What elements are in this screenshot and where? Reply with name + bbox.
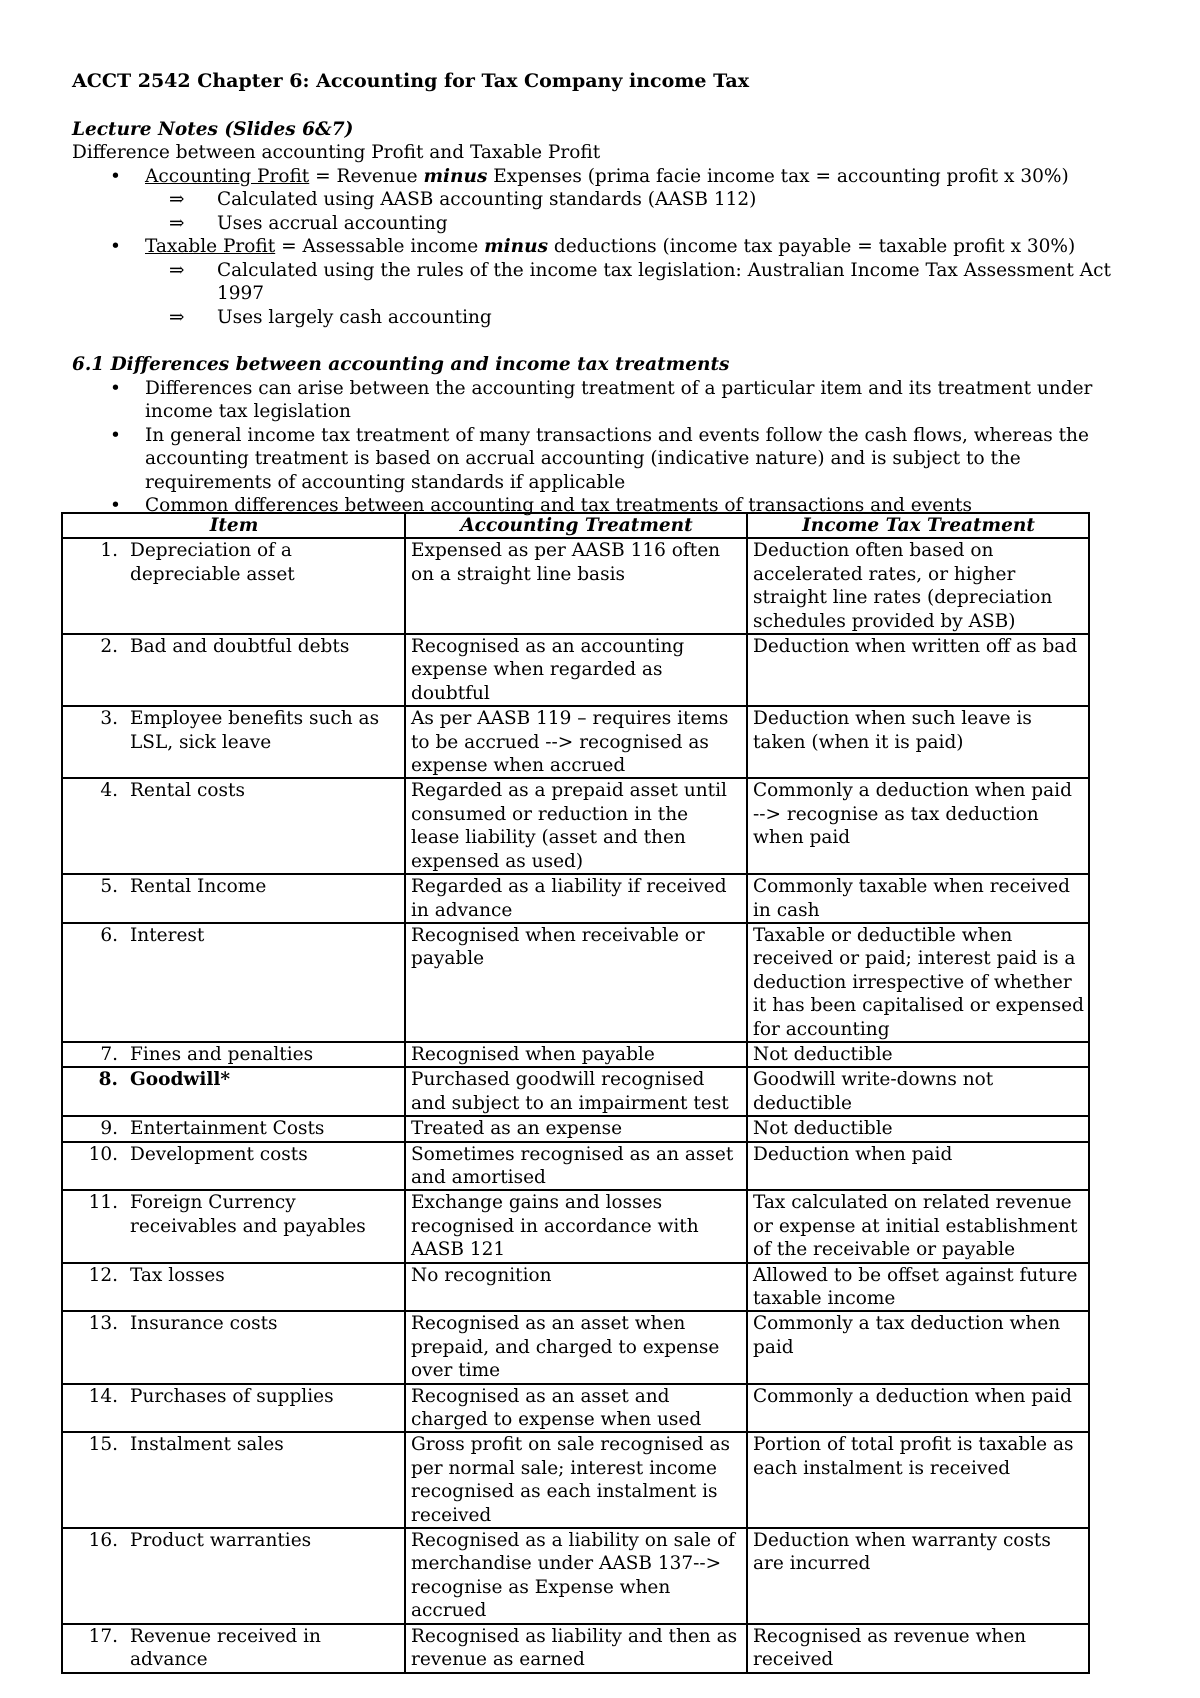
section-bullet-text: In general income tax treatment of many transactions and events follow the cash flows, whereas the accounting treatment is based on accrual accounting (indicative nature) and is subject to the requirements of accounting standards if applicable — [145, 424, 1089, 493]
taxable-profit-text-b: deductions (income tax payable = taxable profit x 30%) — [547, 236, 1076, 257]
header-income-tax-treatment: Income Tax Treatment — [747, 513, 1089, 538]
item-cell — [62, 706, 405, 778]
item-number: 16. — [88, 1530, 118, 1552]
table-row — [62, 1116, 1089, 1141]
item-number: 8. — [98, 1069, 118, 1091]
income-tax-treatment-cell: Commonly a tax deduction when paid — [747, 1311, 1089, 1383]
income-tax-treatment-cell: Commonly taxable when received in cash — [747, 874, 1089, 923]
income-tax-treatment-cell: Commonly a deduction when paid — [747, 1384, 1089, 1433]
section-bullet — [72, 424, 1132, 495]
sub-point-text: Calculated using AASB accounting standards (AASB 112) — [217, 189, 757, 210]
income-tax-treatment-cell: Allowed to be offset against future taxable income — [747, 1263, 1089, 1312]
income-tax-treatment-cell: Deduction when paid — [747, 1142, 1089, 1191]
item-name: Foreign Currency receivables and payables — [130, 1192, 366, 1237]
taxable-profit-list — [72, 235, 1132, 259]
lecture-intro: Difference between accounting Profit and Taxable Profit — [72, 142, 601, 163]
sub-point — [72, 306, 1132, 330]
income-tax-treatment-cell: Taxable or deductible when received or paid; interest paid is a deduction irrespective of whether it has been capitalised or expensed for accounting — [747, 923, 1089, 1042]
item-name: Revenue received in advance — [130, 1625, 321, 1671]
arrow-icon: ⇒ — [169, 306, 185, 328]
income-tax-treatment-cell: Tax calculated on related revenue or expense at initial establishment of the receivable or payable — [747, 1190, 1089, 1262]
accounting-treatment-cell: Regarded as a prepaid asset until consumed or reduction in the lease liability (asset and then expensed as used) — [405, 778, 747, 874]
item-name: Goodwill* — [130, 1069, 231, 1091]
accounting-treatment-cell: Purchased goodwill recognised and subject to an impairment test — [405, 1067, 747, 1116]
profit-definitions — [72, 165, 1132, 189]
table-row — [62, 706, 1089, 778]
income-tax-treatment-cell: Deduction when written off as bad — [747, 634, 1089, 706]
item-cell — [62, 923, 405, 1042]
accounting-treatment-cell: No recognition — [405, 1263, 747, 1312]
accounting-profit-points — [72, 188, 1132, 235]
income-tax-treatment-cell: Recognised as revenue when received — [747, 1624, 1089, 1673]
item-name: Fines and penalties — [130, 1043, 314, 1065]
arrow-icon: ⇒ — [169, 189, 185, 210]
item-name: Product warranties — [130, 1530, 312, 1552]
item-number: 9. — [100, 1118, 118, 1140]
item-name: Rental costs — [130, 780, 245, 802]
item-cell — [62, 1263, 405, 1312]
section-heading: 6.1 Differences between accounting and income tax treatments — [72, 354, 730, 375]
table-row — [62, 634, 1089, 706]
item-cell — [62, 1384, 405, 1433]
section-bullets — [72, 377, 1132, 518]
item-number: 13. — [88, 1313, 118, 1335]
accounting-treatment-cell: Sometimes recognised as an asset and amortised — [405, 1142, 747, 1191]
taxable-profit-term: Taxable Profit — [145, 236, 276, 257]
item-cell — [62, 778, 405, 874]
bullet-icon: • — [110, 377, 121, 399]
header-item: Item — [62, 513, 405, 538]
sub-point-text: Uses accrual accounting — [217, 212, 448, 234]
item-number: 4. — [100, 780, 118, 802]
accounting-profit-text-b: Expenses (prima facie income tax = accounting profit x 30%) — [487, 165, 1069, 187]
item-number: 2. — [100, 636, 118, 658]
item-number: 3. — [100, 708, 118, 730]
accounting-treatment-cell: Treated as an expense — [405, 1116, 747, 1141]
table-row — [62, 538, 1089, 634]
income-tax-treatment-cell: Goodwill write-downs not deductible — [747, 1067, 1089, 1116]
item-name: Purchases of supplies — [130, 1385, 334, 1407]
item-cell — [62, 1116, 405, 1141]
arrow-icon: ⇒ — [169, 259, 185, 281]
item-number: 14. — [88, 1385, 118, 1407]
header-accounting-treatment: Accounting Treatment — [405, 513, 747, 538]
bullet-icon: • — [110, 495, 121, 516]
accounting-treatment-cell: Expensed as per AASB 116 often on a straight line basis — [405, 538, 747, 634]
table-row — [62, 1432, 1089, 1528]
tax-differences-table — [61, 512, 1090, 1674]
accounting-treatment-cell: Exchange gains and losses recognised in accordance with AASB 121 — [405, 1190, 747, 1262]
item-name: Insurance costs — [130, 1313, 278, 1335]
item-cell — [62, 1528, 405, 1624]
item-cell — [62, 538, 405, 634]
item-cell — [62, 1311, 405, 1383]
section-bullet-text: Common differences between accounting and tax treatments of transactions and events — [145, 495, 972, 516]
document-title: ACCT 2542 Chapter 6: Accounting for Tax Company income Tax — [72, 70, 750, 92]
income-tax-treatment-cell: Not deductible — [747, 1042, 1089, 1067]
item-cell — [62, 1142, 405, 1191]
item-cell — [62, 1432, 405, 1528]
income-tax-treatment-cell: Deduction when warranty costs are incurred — [747, 1528, 1089, 1624]
accounting-treatment-cell: Recognised as liability and then as revenue as earned — [405, 1624, 747, 1673]
item-name: Instalment sales — [130, 1434, 284, 1456]
table-header-row — [62, 513, 1089, 538]
income-tax-treatment-cell: Commonly a deduction when paid --> recognise as tax deduction when paid — [747, 778, 1089, 874]
accounting-treatment-cell: Gross profit on sale recognised as per normal sale; interest income recognised as each instalment is received — [405, 1432, 747, 1528]
item-name: Depreciation of a depreciable asset — [130, 540, 295, 585]
taxable-profit-text-a: = Assessable income — [275, 236, 485, 257]
accounting-treatment-cell: Regarded as a liability if received in advance — [405, 874, 747, 923]
sub-point — [72, 188, 1132, 212]
item-cell — [62, 1190, 405, 1262]
income-tax-treatment-cell: Deduction often based on accelerated rates, or higher straight line rates (depreciation schedules provided by ASB) — [747, 538, 1089, 634]
section-bullet-text: Differences can arise between the accounting treatment of a particular item and its treatment under income tax legislation — [145, 377, 1093, 422]
sub-point — [72, 259, 1132, 306]
item-number: 6. — [100, 924, 118, 946]
lecture-heading: Lecture Notes (Slides 6&7) — [72, 118, 354, 140]
income-tax-treatment-cell: Portion of total profit is taxable as each instalment is received — [747, 1432, 1089, 1528]
item-number: 1. — [100, 540, 118, 562]
table-row — [62, 1067, 1089, 1116]
accounting-treatment-cell: Recognised as a liability on sale of merchandise under AASB 137--> recognise as Expense when accrued — [405, 1528, 747, 1624]
accounting-treatment-cell: Recognised as an asset and charged to expense when used — [405, 1384, 747, 1433]
section-bullet — [72, 377, 1132, 424]
accounting-treatment-cell: As per AASB 119 – requires items to be accrued --> recognised as expense when accrued — [405, 706, 747, 778]
income-tax-treatment-cell: Deduction when such leave is taken (when it is paid) — [747, 706, 1089, 778]
item-name: Bad and doubtful debts — [130, 636, 350, 658]
table-row — [62, 1142, 1089, 1191]
bullet-icon: • — [110, 236, 121, 257]
table-row — [62, 1190, 1089, 1262]
item-cell — [62, 634, 405, 706]
item-number: 15. — [88, 1434, 118, 1456]
table-row — [62, 1528, 1089, 1624]
item-name: Rental Income — [130, 876, 267, 898]
item-cell — [62, 874, 405, 923]
accounting-treatment-cell: Recognised as an accounting expense when regarded as doubtful — [405, 634, 747, 706]
bullet-icon: • — [110, 424, 121, 446]
item-number: 7. — [100, 1043, 118, 1065]
document-page — [72, 70, 1132, 518]
item-name: Tax losses — [130, 1264, 225, 1286]
item-number: 11. — [88, 1192, 118, 1214]
taxable-profit-points — [72, 259, 1132, 330]
item-cell — [62, 1624, 405, 1673]
taxable-profit-emph: minus — [484, 236, 548, 257]
sub-point — [72, 212, 1132, 236]
table-row — [62, 1624, 1089, 1673]
table-row — [62, 778, 1089, 874]
table-row — [62, 1384, 1089, 1433]
item-name: Employee benefits such as LSL, sick leave — [130, 708, 380, 753]
sub-point-text: Calculated using the rules of the income tax legislation: Australian Income Tax Assessment Act 1997 — [217, 259, 1111, 304]
accounting-profit-text-a: = Revenue — [309, 165, 424, 187]
arrow-icon: ⇒ — [169, 212, 185, 234]
item-name: Interest — [130, 924, 205, 946]
item-name: Development costs — [130, 1143, 308, 1165]
accounting-profit-emph: minus — [423, 165, 488, 187]
item-name: Entertainment Costs — [130, 1118, 325, 1140]
item-number: 5. — [100, 876, 118, 898]
item-number: 10. — [88, 1143, 118, 1165]
item-cell — [62, 1042, 405, 1067]
sub-point-text: Uses largely cash accounting — [217, 306, 492, 328]
table-row — [62, 923, 1089, 1042]
accounting-profit-bullet — [72, 165, 1132, 189]
accounting-treatment-cell: Recognised when receivable or payable — [405, 923, 747, 1042]
bullet-icon: • — [110, 165, 121, 187]
accounting-profit-term: Accounting Profit — [145, 165, 310, 187]
table-row — [62, 1263, 1089, 1312]
table-row — [62, 874, 1089, 923]
accounting-treatment-cell: Recognised when payable — [405, 1042, 747, 1067]
income-tax-treatment-cell: Not deductible — [747, 1116, 1089, 1141]
table-row — [62, 1311, 1089, 1383]
table-row — [62, 1042, 1089, 1067]
item-cell — [62, 1067, 405, 1116]
accounting-treatment-cell: Recognised as an asset when prepaid, and charged to expense over time — [405, 1311, 747, 1383]
item-number: 17. — [88, 1625, 118, 1647]
item-number: 12. — [88, 1264, 118, 1286]
taxable-profit-bullet — [72, 235, 1132, 259]
